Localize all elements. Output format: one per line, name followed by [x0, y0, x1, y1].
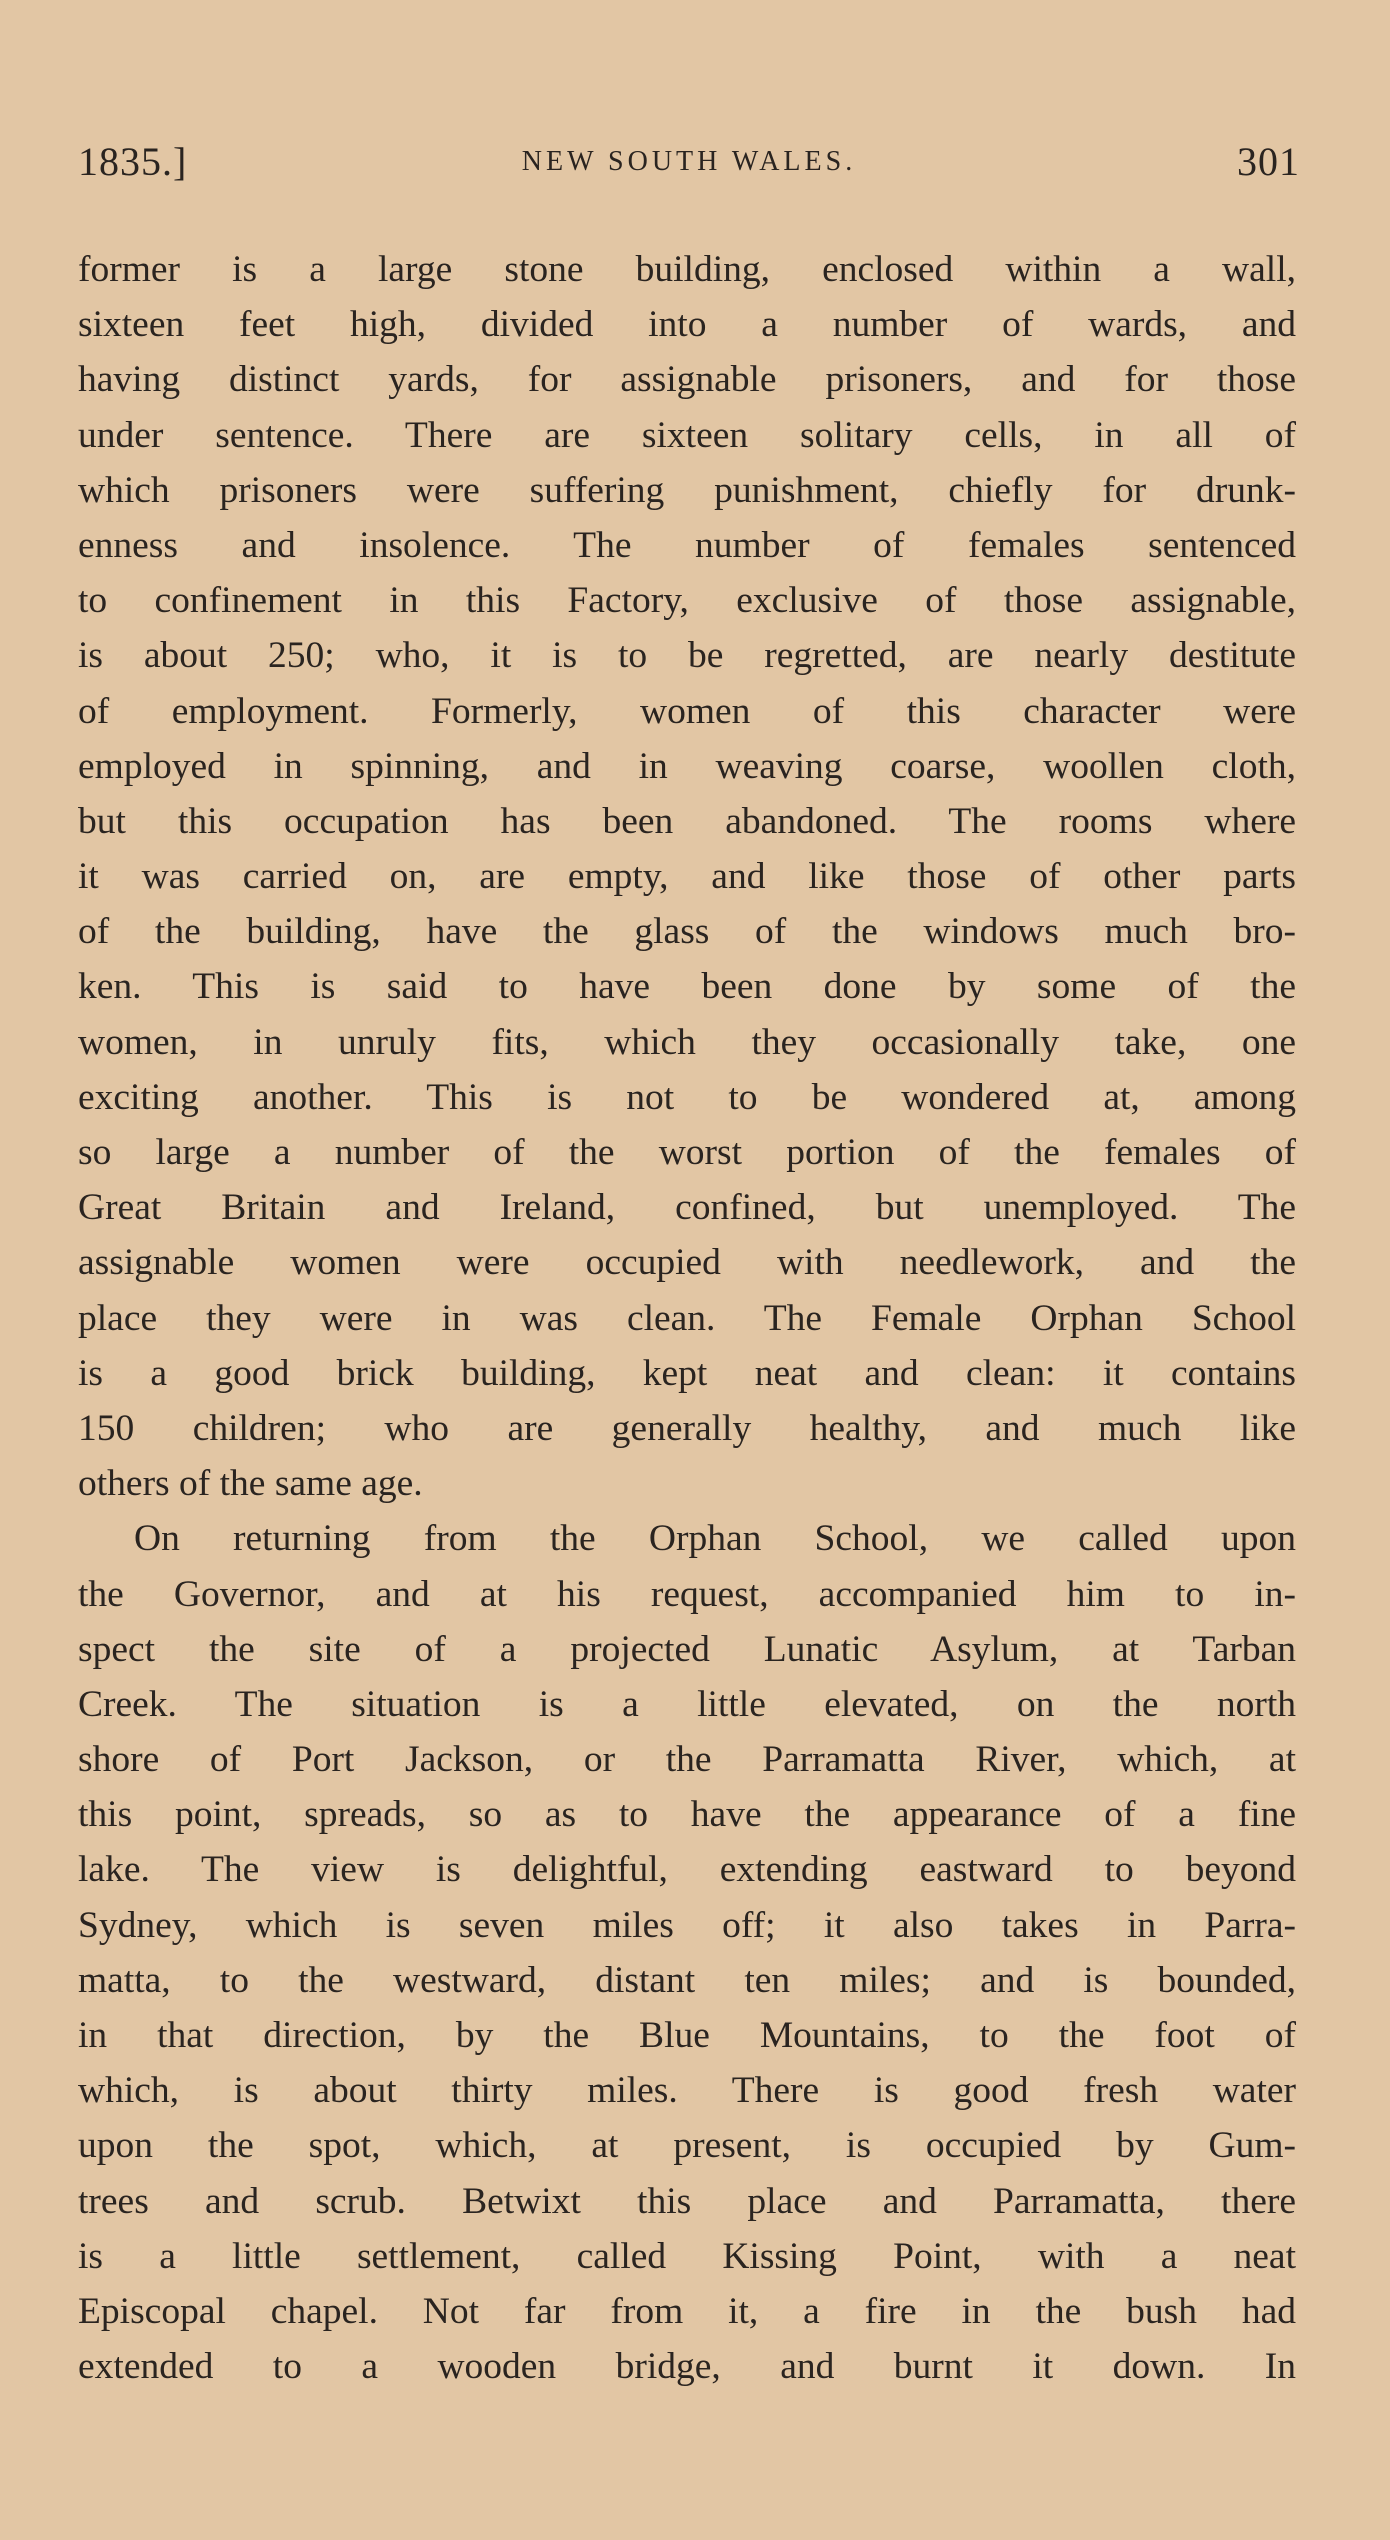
text-line: spect the site of a projected Lunatic Asylum, at Tarban — [78, 1628, 1296, 1670]
running-head-year: 1835.] — [78, 139, 188, 184]
text-line: in that direction, by the Blue Mountains, to the foot of — [78, 2015, 1296, 2056]
text-line: assignable women were occupied with needlework, and the — [78, 1242, 1296, 1284]
text-line: lake. The view is delightful, extending eastward to beyond — [78, 1849, 1296, 1891]
text-line: it was carried on, are empty, and like those of other parts — [78, 856, 1296, 898]
paragraph-end-line: others of the same age. — [78, 1463, 423, 1505]
text-line: is a little settlement, called Kissing Point, with a neat — [78, 2235, 1296, 2277]
text-line: which prisoners were suffering punishment, chiefly for drunk- — [78, 469, 1296, 511]
text-line: 150 children; who are generally healthy, and much like — [78, 1407, 1296, 1449]
text-line: under sentence. There are sixteen solitary cells, in all of — [78, 414, 1296, 456]
text-line: exciting another. This is not to be wondered at, among — [78, 1076, 1296, 1118]
text-line: former is a large stone building, enclosed within a wall, — [78, 249, 1296, 290]
running-head — [78, 138, 1300, 198]
text-line: enness and insolence. The number of females sentenced — [78, 524, 1296, 566]
page-number: 301 — [1237, 139, 1300, 184]
body-text — [78, 242, 1296, 2394]
text-line: trees and scrub. Betwixt this place and Parramatta, there — [78, 2180, 1296, 2222]
text-line: employed in spinning, and in weaving coarse, woollen cloth, — [78, 745, 1296, 787]
text-line: matta, to the westward, distant ten miles; and is bounded, — [78, 1959, 1296, 2001]
text-line: the Governor, and at his request, accompanied him to in- — [78, 1573, 1296, 1615]
text-line: Great Britain and Ireland, confined, but unemployed. The — [78, 1187, 1296, 1229]
text-line: sixteen feet high, divided into a number of wards, and — [78, 304, 1296, 346]
text-line: place they were in was clean. The Female Orphan School — [78, 1297, 1296, 1339]
text-line: ken. This is said to have been done by some of the — [78, 966, 1296, 1008]
text-line: Episcopal chapel. Not far from it, a fire in the bush had — [78, 2290, 1296, 2332]
text-line: so large a number of the worst portion of the females of — [78, 1132, 1296, 1173]
text-line: Creek. The situation is a little elevated, on the north — [78, 1683, 1296, 1725]
text-line: is about 250; who, it is to be regretted, are nearly destitute — [78, 635, 1296, 677]
text-line: is a good brick building, kept neat and clean: it contains — [78, 1352, 1296, 1394]
text-line: women, in unruly fits, which they occasionally take, one — [78, 1021, 1296, 1063]
text-line: but this occupation has been abandoned. The rooms where — [78, 800, 1296, 842]
text-line: this point, spreads, so as to have the appearance of a fine — [78, 1794, 1296, 1836]
text-line: having distinct yards, for assignable prisoners, and for those — [78, 359, 1296, 401]
text-line: to confinement in this Factory, exclusive of those assignable, — [78, 580, 1296, 622]
text-line: which, is about thirty miles. There is good fresh water — [78, 2070, 1296, 2112]
text-line: upon the spot, which, at present, is occupied by Gum- — [78, 2125, 1296, 2167]
text-line: shore of Port Jackson, or the Parramatta River, which, at — [78, 1739, 1296, 1781]
paragraph-start-line: On returning from the Orphan School, we called upon — [134, 1518, 1296, 1560]
running-head-title: NEW SOUTH WALES. — [521, 146, 857, 177]
text-line: of the building, have the glass of the windows much bro- — [78, 911, 1296, 953]
text-line: of employment. Formerly, women of this character were — [78, 690, 1296, 732]
text-line: Sydney, which is seven miles off; it also takes in Parra- — [78, 1904, 1296, 1946]
text-line: extended to a wooden bridge, and burnt it down. In — [78, 2346, 1296, 2388]
